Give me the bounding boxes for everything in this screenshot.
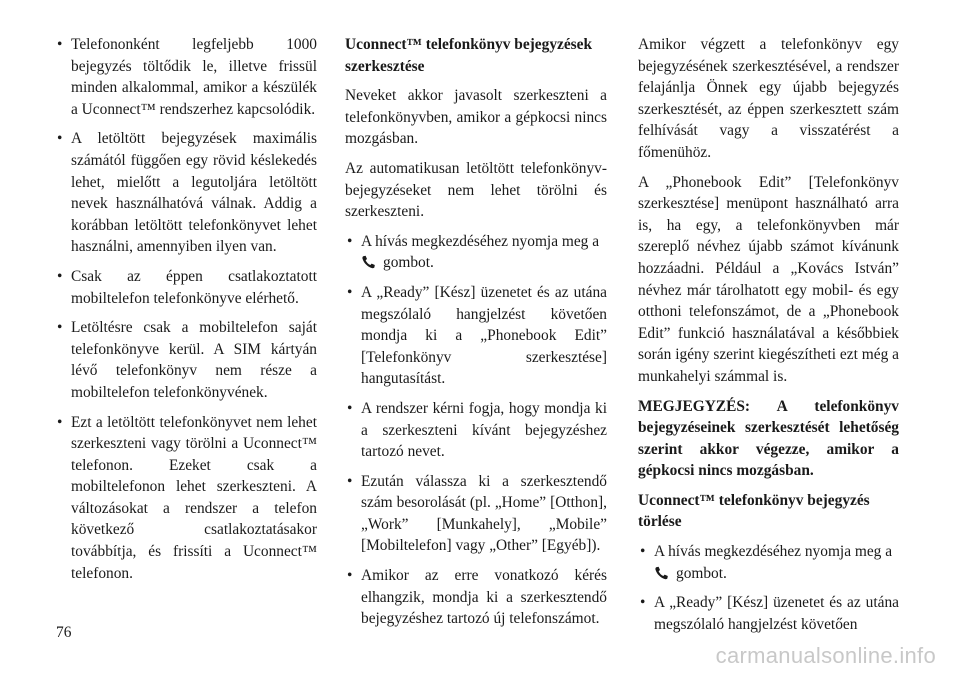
section-heading-edit: Uconnect™ telefonkönyv bejegyzések szerkesztése <box>345 36 593 75</box>
phone-icon <box>654 566 670 580</box>
bullet-text: A hívás megkezdéséhez nyomja meg a <box>654 543 893 561</box>
note-paragraph: MEGJEGYZÉS: A telefonkönyv bejegyzéseinek szerkesztését lehetőség szerint akkor végezze, amikor a gépkocsi nincs mozgásban. <box>638 397 899 480</box>
bullet-list-delete-steps <box>638 541 899 635</box>
list-item: • A „Ready” [Kész] üzenetet és az utána megszólaló hangjelzést követően <box>638 592 899 635</box>
column-2 <box>345 34 607 638</box>
bullet-text: A hívás megkezdéséhez nyomja meg a <box>361 232 600 250</box>
watermark: carmanualsonline.info <box>715 643 936 668</box>
bullet-text: gombot. <box>676 564 727 582</box>
list-item: • Letöltésre csak a mobiltelefon saját telefonkönyve kerül. A SIM kártyán lévő telefonkönyv nem része a mobiltelefon telefonkönyvének. <box>55 317 317 403</box>
list-item <box>345 231 607 274</box>
column-3 <box>638 34 899 643</box>
list-item: • A rendszer kérni fogja, hogy mondja ki a szerkeszteni kívánt bejegyzéshez tartozó nevet. <box>345 398 607 463</box>
bullet-list-edit-steps <box>345 231 607 630</box>
paragraph: Amikor végzett a telefonkönyv egy bejegyzésének szerkesztésével, a rendszer felajánlja Önnek egy újabb bejegyzés szerkesztését, az éppen szerkesztett szám felhívását vagy a visszatérést a főmenühöz. <box>638 36 899 161</box>
column-1 <box>55 34 317 592</box>
section-heading-delete: Uconnect™ telefonkönyv bejegyzés törlése <box>638 491 870 531</box>
phone-icon <box>361 255 377 269</box>
list-item: • Amikor az erre vonatkozó kérés elhangzik, mondja ki a szerkesztendő bejegyzéshez tartozó új telefonszámot. <box>345 565 607 630</box>
bullet-text: gombot. <box>383 254 434 272</box>
paragraph: Az automatikusan letöltött telefonkönyv-bejegyzéseket nem lehet törölni és szerkeszteni. <box>345 159 607 221</box>
list-item: • Telefononként legfeljebb 1000 bejegyzés töltődik le, illetve frissül minden alkalommal, amikor a készülék a Uconnect™ rendszerhez kapcsolódik. <box>55 34 317 120</box>
paragraph: A „Phonebook Edit” [Telefonkönyv szerkesztése] menüpont használható arra is, ha egy, a telefonkönyvben már szereplő névhez újabb számot kívánunk hozzáadni. Például a „Kovács István” névhez már tárolhatott egy mobil- és egy otthoni telefonszámot, de a „Phonebook Edit” funkció használatával a későbbiek során igény szerint kiegészítheti ezt még a munkahelyi számmal is. <box>638 173 899 385</box>
list-item: • Csak az éppen csatlakoztatott mobiltelefon telefonkönyve elérhető. <box>55 266 317 309</box>
list-item: • A „Ready” [Kész] üzenetet és az utána megszólaló hangjelzést követően mondja ki a „Phonebook Edit” [Telefonkönyv szerkesztése] hangutasítást. <box>345 282 607 390</box>
page-number: 76 <box>56 624 72 641</box>
bullet-list-phonebook-notes <box>55 34 317 584</box>
list-item <box>638 541 899 584</box>
list-item: • Ezután válassza ki a szerkesztendő szám besorolását (pl. „Home” [Otthon], „Work” [Munkahely], „Mobile” [Mobiltelefon] vagy „Other” [Egyéb]). <box>345 471 607 557</box>
list-item: • Ezt a letöltött telefonkönyvet nem lehet szerkeszteni vagy törölni a Uconnect™ telefonon. Ezeket csak a mobiltelefonon lehet szerkeszteni. A változásokat a rendszer a telefon következő csatlakoztatásakor továbbítja, és frissíti a Uconnect™ telefonon. <box>55 412 317 585</box>
paragraph: Neveket akkor javasolt szerkeszteni a telefonkönyvben, amikor a gépkocsi nincs mozgásban. <box>345 87 607 148</box>
list-item: • A letöltött bejegyzések maximális számától függően egy rövid késlekedés lehet, mielőtt a legutoljára letöltött nevek használhatóvá válnak. Addig a korábban letöltött telefonkönyvet lehet használni, amennyiben ilyen van. <box>55 128 317 258</box>
